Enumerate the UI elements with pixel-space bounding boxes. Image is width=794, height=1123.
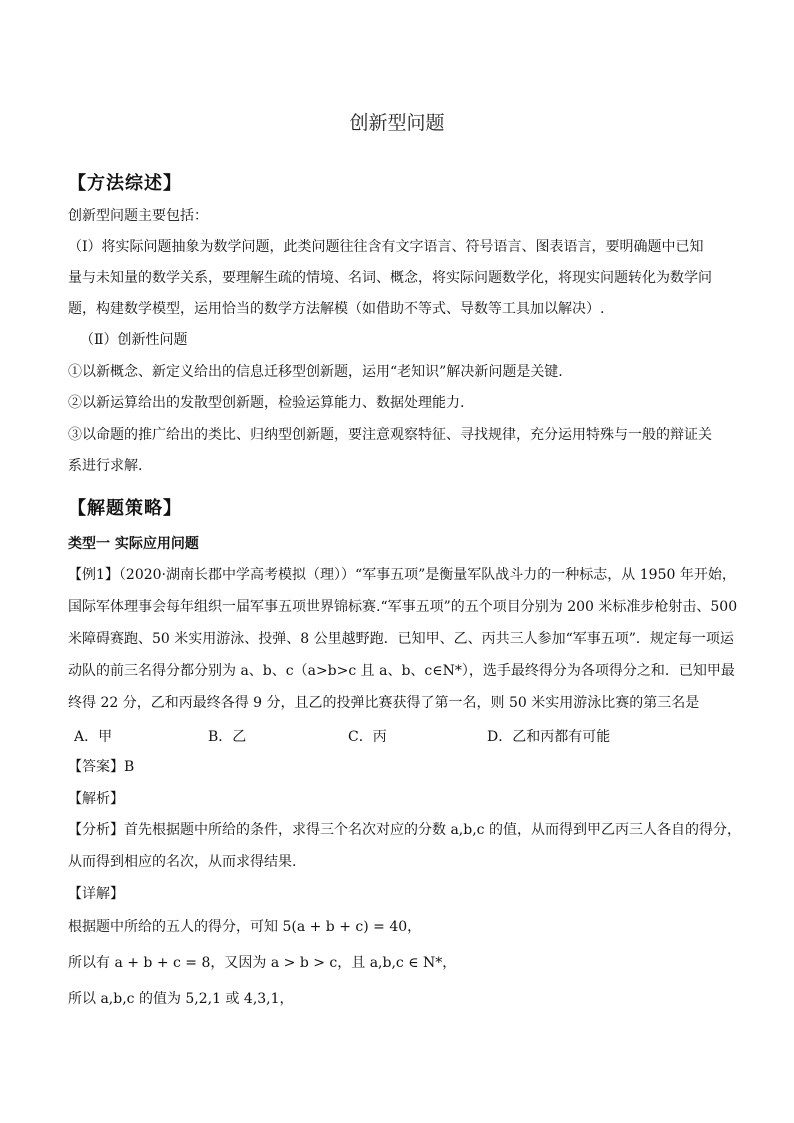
method-line: ②以新运算给出的发散型创新题，检验运算能力、数据处理能力.	[68, 395, 465, 411]
method-line: （Ⅱ）创新性问题	[80, 332, 188, 348]
method-line: （Ⅰ）将实际问题抽象为数学问题，此类问题往往含有文字语言、符号语言、图表语言，要明确题中已知	[68, 239, 704, 255]
method-heading: 【方法综述】	[68, 173, 182, 194]
method-line: 题，构建数学模型，运用恰当的数学方法解模（如借助不等式、导数等工具加以解决）.	[68, 301, 605, 317]
method-line: 创新型问题主要包括：	[68, 208, 208, 224]
method-line: 系进行求解.	[68, 458, 143, 474]
option-b: B．乙	[208, 729, 247, 745]
strategy-heading: 【解题策略】	[68, 498, 182, 519]
type-title: 类型一 实际应用问题	[68, 536, 199, 552]
detail-label: 【详解】	[68, 886, 124, 902]
option-a: A．甲	[74, 729, 113, 745]
option-d: D．乙和丙都有可能	[487, 729, 611, 745]
example-line: 米障碍赛跑、50 米实用游泳、投弹、8 公里越野跑．已知甲、乙、丙共三人参加“军事五项”．规定每一项运	[68, 631, 734, 647]
page-title: 创新型问题	[349, 112, 445, 134]
example-line: 国际军体理事会每年组织一届军事五项世界锦标赛.“军事五项”的五个项目分别为 200 米标准步枪射击、500	[68, 599, 738, 615]
option-c: C．丙	[348, 729, 387, 745]
answer: 【答案】B	[68, 759, 135, 775]
detail-line: 所以 a,b,c 的值为 5,2,1 或 4,3,1，	[68, 991, 294, 1007]
example-line: 动队的前三名得分都分别为 a、b、c（a>b>c 且 a、b、c∈N*），选手最终得分为各项得分之和．已知甲最	[68, 663, 735, 679]
analysis-line: 从而得到相应的名次，从而求得结果.	[68, 854, 297, 870]
example-line: 【例1】（2020·湖南长郡中学高考模拟（理））“军事五项”是衡量军队战斗力的一种标志，从 1950 年开始，	[68, 567, 736, 583]
method-line: ③以命题的推广给出的类比、归纳型创新题，要注意观察特征、寻找规律，充分运用特殊与一般的辩证关	[68, 427, 712, 443]
detail-line: 所以有 a + b + c = 8，又因为 a > b > c，且 a,b,c ∈ N*，	[68, 955, 457, 971]
analysis-label: 【解析】	[68, 791, 124, 807]
detail-line: 根据题中所给的五人的得分，可知 5(a + b + c) = 40，	[68, 919, 422, 935]
analysis-line: 【分析】首先根据题中所给的条件，求得三个名次对应的分数 a,b,c 的值，从而得到甲乙丙三人各自的得分，	[68, 822, 741, 838]
method-line: ①以新概念、新定义给出的信息迁移型创新题，运用“老知识”解决新问题是关键.	[68, 364, 563, 380]
method-line: 量与未知量的数学关系，要理解生疏的情境、名词、概念，将实际问题数学化，将现实问题转化为数学问	[68, 270, 712, 286]
example-line: 终得 22 分，乙和丙最终各得 9 分，且乙的投弹比赛获得了第一名，则 50 米实用游泳比赛的第三名是	[68, 695, 700, 711]
